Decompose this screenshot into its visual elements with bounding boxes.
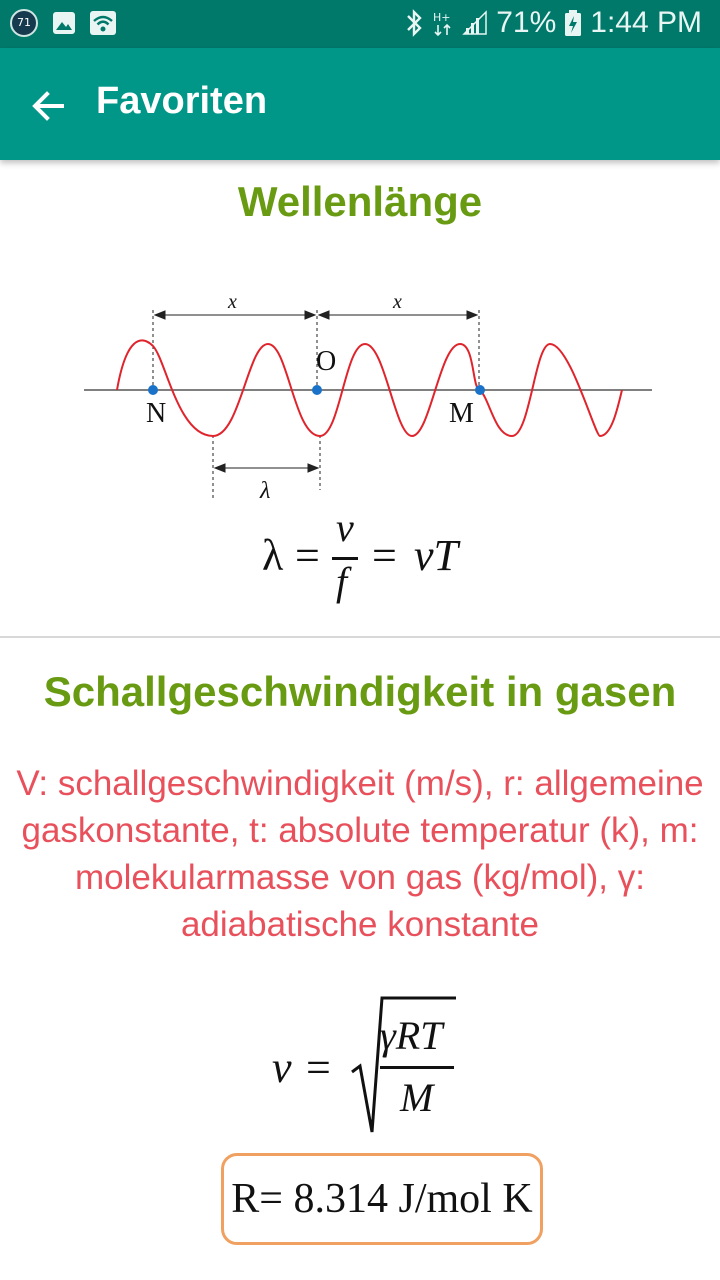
svg-text:H+: H+	[433, 11, 451, 24]
formula-eq-2: =	[372, 531, 397, 580]
card-title-wavelength: Wellenlänge	[237, 178, 483, 225]
arrow-left-icon[interactable]	[28, 86, 68, 126]
formula-eq-1: =	[295, 531, 320, 580]
signal-icon	[462, 8, 488, 38]
sound-speed-formula	[0, 990, 720, 1140]
clock: 1:44 PM	[590, 6, 702, 39]
wavelength-formula	[0, 505, 720, 610]
card-divider	[0, 636, 720, 638]
formula2-eq: =	[306, 1043, 331, 1092]
wifi-icon	[90, 11, 116, 35]
formula2-denominator: M	[400, 1075, 434, 1120]
bluetooth-icon	[404, 8, 424, 38]
network-type-icon	[432, 8, 454, 38]
formula-denominator: f	[336, 559, 348, 604]
label-m: M	[449, 398, 474, 429]
image-icon	[52, 11, 76, 35]
status-indicators	[404, 6, 702, 40]
battery-percent: 71%	[496, 6, 557, 39]
card-title-sound-speed: Schallgeschwindigkeit in gasen	[43, 668, 677, 715]
formula-rhs: vT	[414, 531, 458, 580]
formula2-numerator: γRT	[380, 1013, 443, 1058]
status-notifications	[10, 9, 116, 37]
label-lambda: λ	[260, 478, 271, 504]
formula2-fraction-bar	[380, 1066, 454, 1069]
battery-charging-icon	[564, 8, 582, 38]
label-x-left: x	[228, 291, 237, 313]
page-title: Favoriten	[96, 80, 268, 122]
point-o	[312, 385, 322, 395]
card-description: V: schallgeschwindigkeit (m/s), r: allgemeine gaskonstante, t: absolute temperatur (k), m: molekularmasse von gas (kg/mol), γ: adiabatische konstante	[16, 764, 704, 944]
lambda-dimension	[215, 464, 318, 472]
formula-numerator: v	[336, 505, 354, 550]
app-bar	[0, 48, 720, 160]
label-x-right: x	[393, 291, 402, 313]
point-n	[148, 385, 158, 395]
wave-diagram	[0, 280, 720, 510]
point-m	[475, 385, 485, 395]
label-n: N	[146, 398, 167, 429]
notification-badge-icon: 71	[10, 9, 38, 37]
label-o: O	[316, 346, 337, 377]
status-bar	[0, 0, 720, 48]
sine-wave	[117, 340, 622, 436]
formula2-lhs: v	[272, 1043, 292, 1092]
gas-constant-box: R= 8.314 J/mol K	[221, 1153, 543, 1245]
formula-lambda: λ	[262, 531, 284, 580]
